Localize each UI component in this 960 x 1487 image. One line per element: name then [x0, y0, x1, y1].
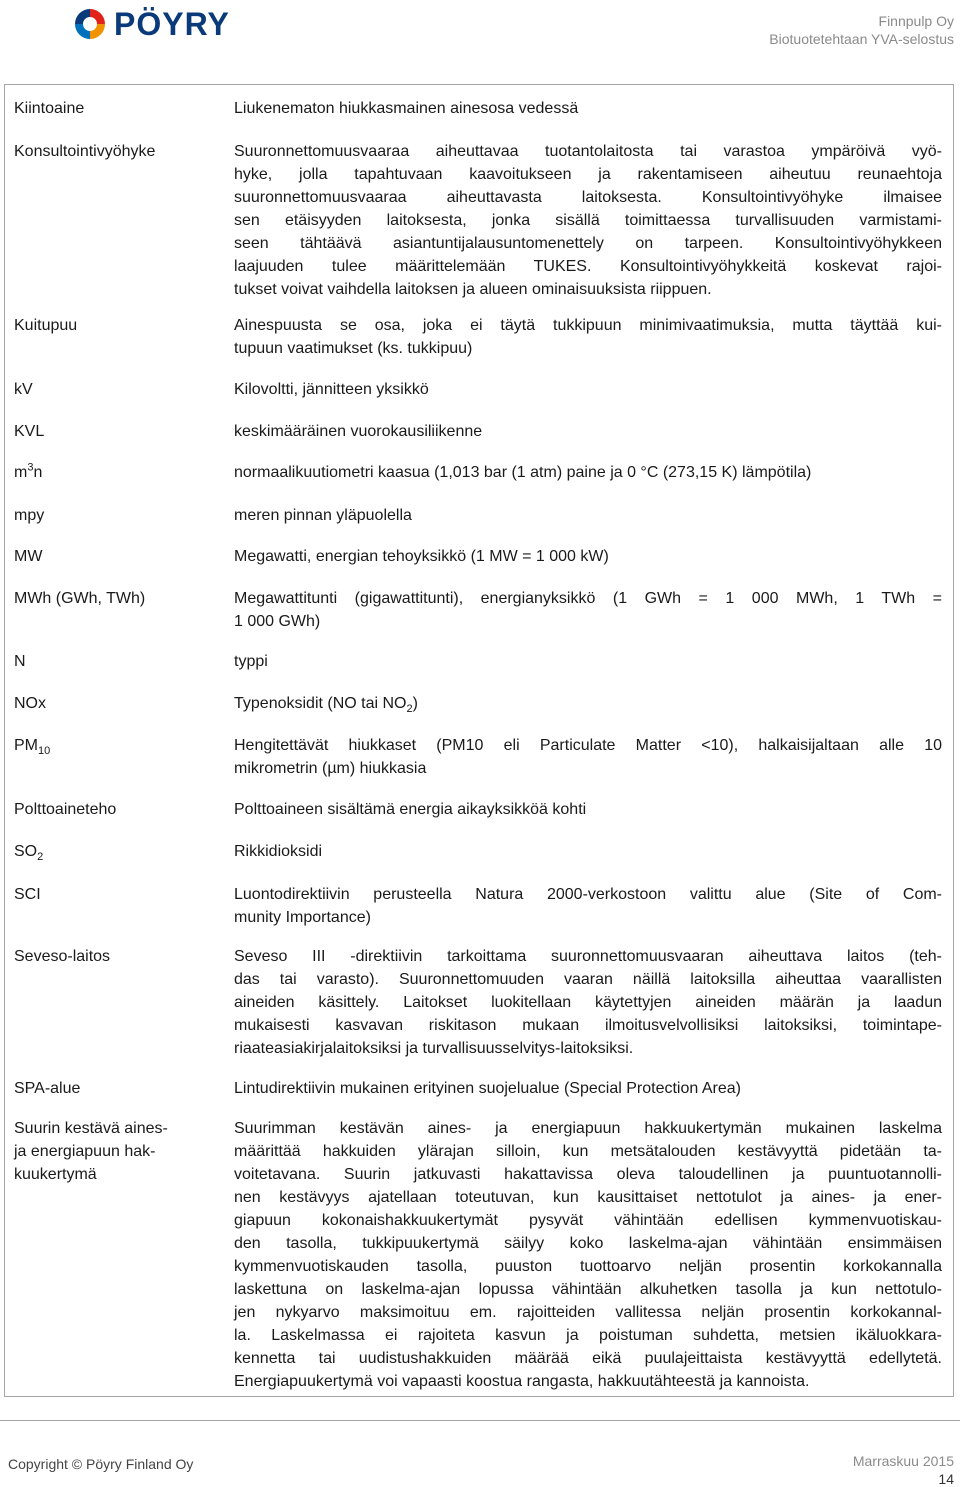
glossary-term [14, 1077, 214, 1100]
glossary-definition [234, 97, 942, 120]
glossary-term [14, 798, 214, 821]
term-text: NOx [14, 695, 46, 712]
definition-line: seen tähtäävä asiantuntijalausuntomenettely on tarpeen. Konsultointivyöhykkeen [234, 235, 942, 252]
definition-line: mukaisesti kasvavan riskitason mukaan ilmoitusvelvollisiksi laitoksiksi, toimintape- [234, 1017, 942, 1034]
glossary-term [14, 1117, 214, 1186]
term-line: kuukertymä [14, 1166, 97, 1183]
glossary-definition [234, 461, 942, 484]
term-text: SPA-alue [14, 1080, 81, 1097]
header-info [769, 12, 954, 48]
definition-line: laajuuden tulee määrittelemään TUKES. Konsultointivyöhykkeitä koskevat rajoi- [234, 258, 942, 275]
glossary-term [14, 314, 214, 337]
definition-line: Megawattitunti (gigawattitunti), energianyksikkö (1 GWh = 1 000 MWh, 1 TWh = [234, 590, 942, 607]
definition-line: nen kestävyys ajatellaan toteutuvan, kun kausittaiset nettotulot ja aines- ja ener- [234, 1189, 942, 1206]
term-text: Kuitupuu [14, 317, 78, 334]
glossary-definition [234, 692, 942, 715]
definition-line: aineiden käsittely. Laitokset luokitellaan käytettyjen aineiden määrän ja laadun [234, 994, 942, 1011]
definition-line: giapuun kokonaishakkuukertymät pysyvät vähintään edellisen kymmenvuotiskau- [234, 1212, 942, 1229]
glossary-definition [234, 140, 942, 301]
definition-line: 1 000 GWh) [234, 613, 321, 630]
definition-line: Suuronnettomuusvaaraa aiheuttavaa tuotantolaitosta tai varastoa ympäröivä vyö- [234, 143, 942, 160]
glossary-term [14, 692, 214, 715]
glossary-term [14, 650, 214, 673]
definition-text: Typenoksidit (NO tai NO [234, 695, 407, 712]
definition-line: tupuun vaatimukset (ks. tukkipuu) [234, 340, 473, 357]
term-text-tail: n [33, 464, 43, 481]
term-line: Suurin kestävä aines- [14, 1120, 168, 1137]
definition-line: Luontodirektiivin perusteella Natura 2000-verkostoon valittu alue (Site of Com- [234, 886, 942, 903]
definition-line: meren pinnan yläpuolella [234, 507, 412, 524]
company-logo [72, 6, 230, 42]
definition-line: Kilovoltti, jännitteen yksikkö [234, 381, 429, 398]
header-document-title: Biotuotetehtaan YVA-selostus [769, 31, 954, 47]
term-text: KVL [14, 423, 45, 440]
definition-line: Ainespuusta se osa, joka ei täytä tukkipuun minimivaatimuksia, mutta täyttää kui- [234, 317, 942, 334]
glossary-definition [234, 945, 942, 1060]
term-text: kV [14, 381, 33, 398]
definition-line: riaateasiakirjalaitoksiksi ja turvallisuusselvitys-laitoksiksi. [234, 1040, 634, 1057]
glossary-term [14, 545, 214, 568]
term-text: Seveso-laitos [14, 948, 111, 965]
term-text: m [14, 464, 28, 481]
definition-line: kymmenvuotiskauden tasolla, puuston tuottoarvo neljän prosentin korkokannalla [234, 1258, 942, 1275]
glossary-definition [234, 378, 942, 401]
header-company: Finnpulp Oy [878, 13, 954, 29]
definition-line: tukset voivat vaihdella laitoksen ja alueen ominaisuuksista riippuen. [234, 281, 712, 298]
definition-line: Polttoaineen sisältämä energia aikayksikköä kohti [234, 801, 587, 818]
definition-line: den tasolla, tukkipuukertymä säilyy koko laskelma-ajan vähintään ensimmäisen [234, 1235, 942, 1252]
definition-line: hyke, jolla tapahtuvaan kaavoitukseen ja rakentamiseen aiheutuu reunaehtoja [234, 166, 942, 183]
definition-line: Lintudirektiivin mukainen erityinen suojelualue (Special Protection Area) [234, 1080, 741, 1097]
footer-divider [0, 1420, 960, 1421]
glossary-term [14, 140, 214, 163]
poyry-logo-icon [72, 6, 108, 42]
glossary-definition [234, 504, 942, 527]
definition-text-tail: ) [412, 695, 418, 712]
definition-line: keskimääräinen vuorokausiliikenne [234, 423, 483, 440]
definition-line: kennetta tai uudistushakkuiden määrää eikä puulajeittaista kestävyyttä edellytetä. [234, 1350, 942, 1367]
definition-line: typpi [234, 653, 268, 670]
definition-line: määrittää hakkuiden ylärajan silloin, kun metsätalouden kestävyyttä pidetään ta- [234, 1143, 942, 1160]
term-line: ja energiapuun hak- [14, 1143, 156, 1160]
term-text: Kiintoaine [14, 100, 85, 117]
glossary-definition [234, 840, 942, 863]
term-text: Polttoaineteho [14, 801, 117, 818]
glossary-term [14, 97, 214, 120]
term-text: Konsultointivyöhyke [14, 143, 156, 160]
glossary-term [14, 734, 214, 757]
term-text: SO [14, 843, 38, 860]
definition-line: sen etäisyyden laitoksesta, jonka sisällä toimittaessa turvallisuuden varmistami- [234, 212, 942, 229]
definition-line: voitetavana. Suurin jatkuvasti hakattavissa oleva taloudellinen ja puuntuotannolli- [234, 1166, 942, 1183]
definition-line: das tai varasto). Suuronnettomuuden vaaran näillä laitoksilla aiheuttaa vaarallisten [234, 971, 942, 988]
term-text: PM [14, 737, 38, 754]
definition-line: Liukenematon hiukkasmainen ainesosa vedessä [234, 100, 579, 117]
definition-line: laskettuna on laskelma-ajan lopussa vähintään alkuhetken tasolla ja kun nettotulo- [234, 1281, 942, 1298]
term-text: MWh (GWh, TWh) [14, 590, 146, 607]
page-number: 14 [938, 1471, 954, 1487]
definition-line: munity Importance) [234, 909, 371, 926]
definition-line: suuronnettomuusvaaraa aiheuttavasta laitoksesta. Konsultointivyöhyke ilmaisee [234, 189, 942, 206]
footer-date: Marraskuu 2015 [852, 1453, 954, 1469]
definition-line: Megawatti, energian tehoyksikkö (1 MW = 1 000 kW) [234, 548, 609, 565]
glossary-definition [234, 314, 942, 360]
logo-wordmark: PÖYRY [114, 6, 230, 42]
glossary-definition [234, 798, 942, 821]
glossary-term [14, 587, 214, 610]
glossary-definition [234, 420, 942, 443]
term-text: N [14, 653, 26, 670]
definition-line: Suurimman kestävän aines- ja energiapuun hakkuukertymän mukainen laskelma [234, 1120, 942, 1137]
definition-line: normaalikuutiometri kaasua (1,013 bar (1 atm) paine ja 0 °C (273,15 K) lämpötila) [234, 464, 812, 481]
glossary-definition [234, 734, 942, 780]
glossary-term [14, 883, 214, 906]
glossary-definition [234, 545, 942, 568]
page-header [0, 0, 960, 60]
definition-line: Seveso III -direktiivin tarkoittama suuronnettomuusvaaran aiheuttava laitos (teh- [234, 948, 942, 965]
definition-line: la. Laskelmassa ei rajoiteta kasvun ja poistuman suhdetta, metsien ikäluokkara- [234, 1327, 942, 1344]
glossary-term [14, 840, 214, 863]
term-text: SCI [14, 886, 41, 903]
glossary-definition [234, 1117, 942, 1393]
glossary-term [14, 461, 214, 484]
glossary-term [14, 504, 214, 527]
term-subscript: 2 [37, 851, 44, 864]
definition-line: Energiapuukertymä voi vapaasti koostua rangasta, hakkuutähteestä ja kannoista. [234, 1373, 810, 1390]
term-text: mpy [14, 507, 45, 524]
glossary-term [14, 945, 214, 968]
term-subscript: 10 [38, 745, 51, 758]
definition-line: Rikkidioksidi [234, 843, 323, 860]
glossary-definition [234, 883, 942, 929]
definition-subscript: 2 [406, 703, 413, 716]
glossary-term [14, 420, 214, 443]
term-text: MW [14, 548, 43, 565]
term-superscript: 3 [27, 461, 34, 474]
glossary-definition [234, 587, 942, 633]
page-footer [0, 1420, 960, 1487]
footer-copyright: Copyright © Pöyry Finland Oy [8, 1456, 194, 1472]
glossary-definition [234, 650, 942, 673]
glossary-definition [234, 1077, 942, 1100]
glossary-term [14, 378, 214, 401]
definition-line: jen nykyarvo maksimoituu em. rajoitteiden vallitessa neljän prosentin korkokannal- [234, 1304, 942, 1321]
definition-line: mikrometrin (µm) hiukkasia [234, 760, 427, 777]
definition-line: Hengitettävät hiukkaset (PM10 eli Particulate Matter <10), halkaisijaltaan alle 10 [234, 737, 942, 754]
